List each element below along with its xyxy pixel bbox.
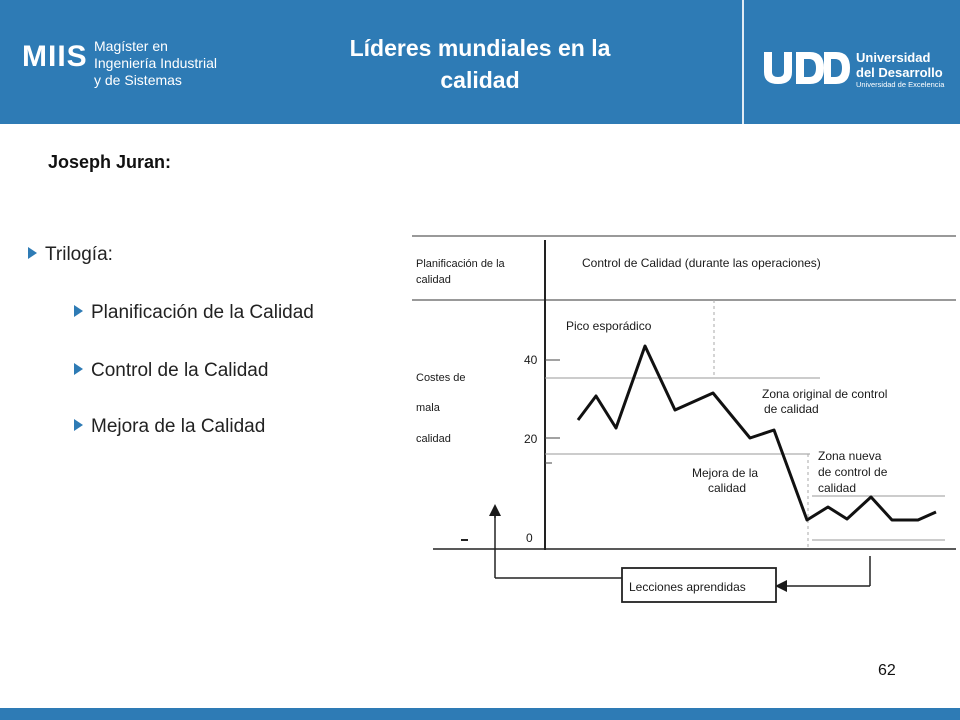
juran-trilogy-diagram <box>400 218 960 618</box>
lessons-label: Lecciones aprendidas <box>629 580 746 594</box>
original-zone-label-line-1: Zona original de control <box>762 387 888 401</box>
bullet-mejora <box>74 416 265 438</box>
bullet-control <box>74 360 268 382</box>
original-zone-label-line-2: de calidad <box>764 402 819 416</box>
page-number: 62 <box>878 662 896 679</box>
new-zone-label-line-3: calidad <box>818 481 857 495</box>
footer-bar <box>0 708 960 720</box>
tick-label-0: 0 <box>526 531 533 545</box>
tick-label-20: 20 <box>524 432 538 446</box>
bullet-arrow-icon <box>74 419 83 431</box>
slide-title-line-1: Líderes mundiales en la <box>349 35 611 61</box>
miis-line-2: Ingeniería Industrial <box>94 55 217 71</box>
miis-line-3: y de Sistemas <box>94 72 182 88</box>
planning-label-line-1: Planificación de la <box>416 258 505 270</box>
miis-logo-subtitle <box>94 38 217 89</box>
planning-label-line-2: calidad <box>416 274 451 286</box>
bullet-arrow-icon <box>74 305 83 317</box>
tick-label-40: 40 <box>524 353 538 367</box>
bullet-text: Control de la Calidad <box>91 360 269 381</box>
bullet-trilogia <box>28 244 113 266</box>
udd-logo-text <box>856 50 944 90</box>
bullet-arrow-icon <box>28 247 37 259</box>
improvement-label-line-2: calidad <box>708 481 747 495</box>
cost-curve-line <box>578 346 936 520</box>
bullet-text: Trilogía: <box>45 244 113 265</box>
udd-logo-mark <box>762 48 852 88</box>
udd-tagline: Universidad de Excelencia <box>856 80 945 89</box>
y-label-line-3: calidad <box>416 433 451 445</box>
miis-line-1: Magíster en <box>94 38 168 54</box>
sporadic-peak-label: Pico esporádico <box>566 319 652 333</box>
y-label-line-2: mala <box>416 402 440 414</box>
udd-name-line-1: Universidad <box>856 50 931 65</box>
control-label: Control de Calidad (durante las operaciones) <box>582 256 821 270</box>
improvement-label-line-1: Mejora de la <box>692 466 759 480</box>
udd-name-line-2: del Desarrollo <box>856 65 943 80</box>
header-bar <box>0 0 960 124</box>
section-subtitle: Joseph Juran: <box>48 152 172 172</box>
slide-title <box>300 32 660 96</box>
new-zone-label-line-1: Zona nueva <box>818 449 882 463</box>
y-label-line-1: Costes de <box>416 372 466 384</box>
bullet-text: Mejora de la Calidad <box>91 416 266 437</box>
bullet-arrow-icon <box>74 363 83 375</box>
bullet-text: Planificación de la Calidad <box>91 302 314 323</box>
bullet-planificacion <box>74 302 314 324</box>
slide-title-line-2: calidad <box>440 67 520 93</box>
miis-logo: MIIS <box>22 40 88 73</box>
header-divider <box>742 0 744 124</box>
new-zone-label-line-2: de control de <box>818 465 888 479</box>
